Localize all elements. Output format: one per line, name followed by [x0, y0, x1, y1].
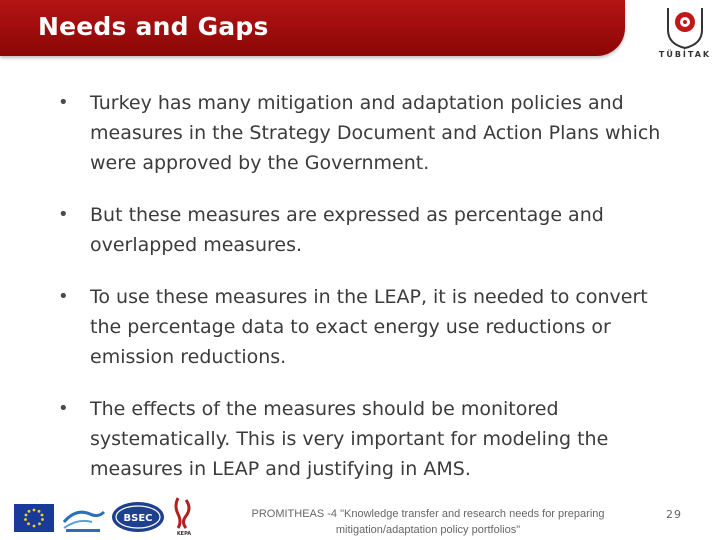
bullet-list: [58, 88, 668, 506]
bullet-marker: •: [58, 398, 69, 419]
cost-logo-icon: [60, 502, 106, 534]
title-bar: [0, 0, 625, 56]
footer-logos: [12, 494, 202, 538]
bullet-item: [58, 200, 668, 260]
kepa-logo-icon: [172, 496, 196, 536]
bullet-marker: •: [58, 204, 69, 225]
bullet-marker: •: [58, 92, 69, 113]
tubitak-emblem-icon: [650, 0, 720, 70]
page-number: 29: [666, 508, 682, 521]
bullet-text: To use these measures in the LEAP, it is needed to convert the percentage data to exact energy use reductions or emission reductions.: [90, 286, 648, 368]
bullet-item: [58, 282, 668, 372]
bullet-text: But these measures are expressed as percentage and overlapped measures.: [90, 204, 604, 256]
bullet-item: [58, 394, 668, 484]
tubitak-wordmark: TÜBİTAK: [658, 50, 712, 59]
bullet-marker: •: [58, 286, 69, 307]
bsec-logo-icon: [110, 500, 166, 534]
slide-title: Needs and Gaps: [38, 12, 269, 41]
bullet-text: The effects of the measures should be monitored systematically. This is very important for modeling the measures in LEAP and justifying in AMS.: [90, 398, 609, 480]
bullet-item: [58, 88, 668, 178]
bullet-text: Turkey has many mitigation and adaptation policies and measures in the Strategy Document and Action Plans which were approved by the Government.: [90, 92, 661, 174]
eu-flag-icon: [14, 504, 54, 532]
bsec-label: BSEC: [123, 513, 153, 524]
kepa-label: KEPA: [176, 531, 192, 536]
footer-caption: PROMITHEAS -4 "Knowledge transfer and research needs for preparing mitigation/adaptation policy portfolios": [251, 508, 605, 536]
tubitak-logo: [650, 0, 720, 70]
